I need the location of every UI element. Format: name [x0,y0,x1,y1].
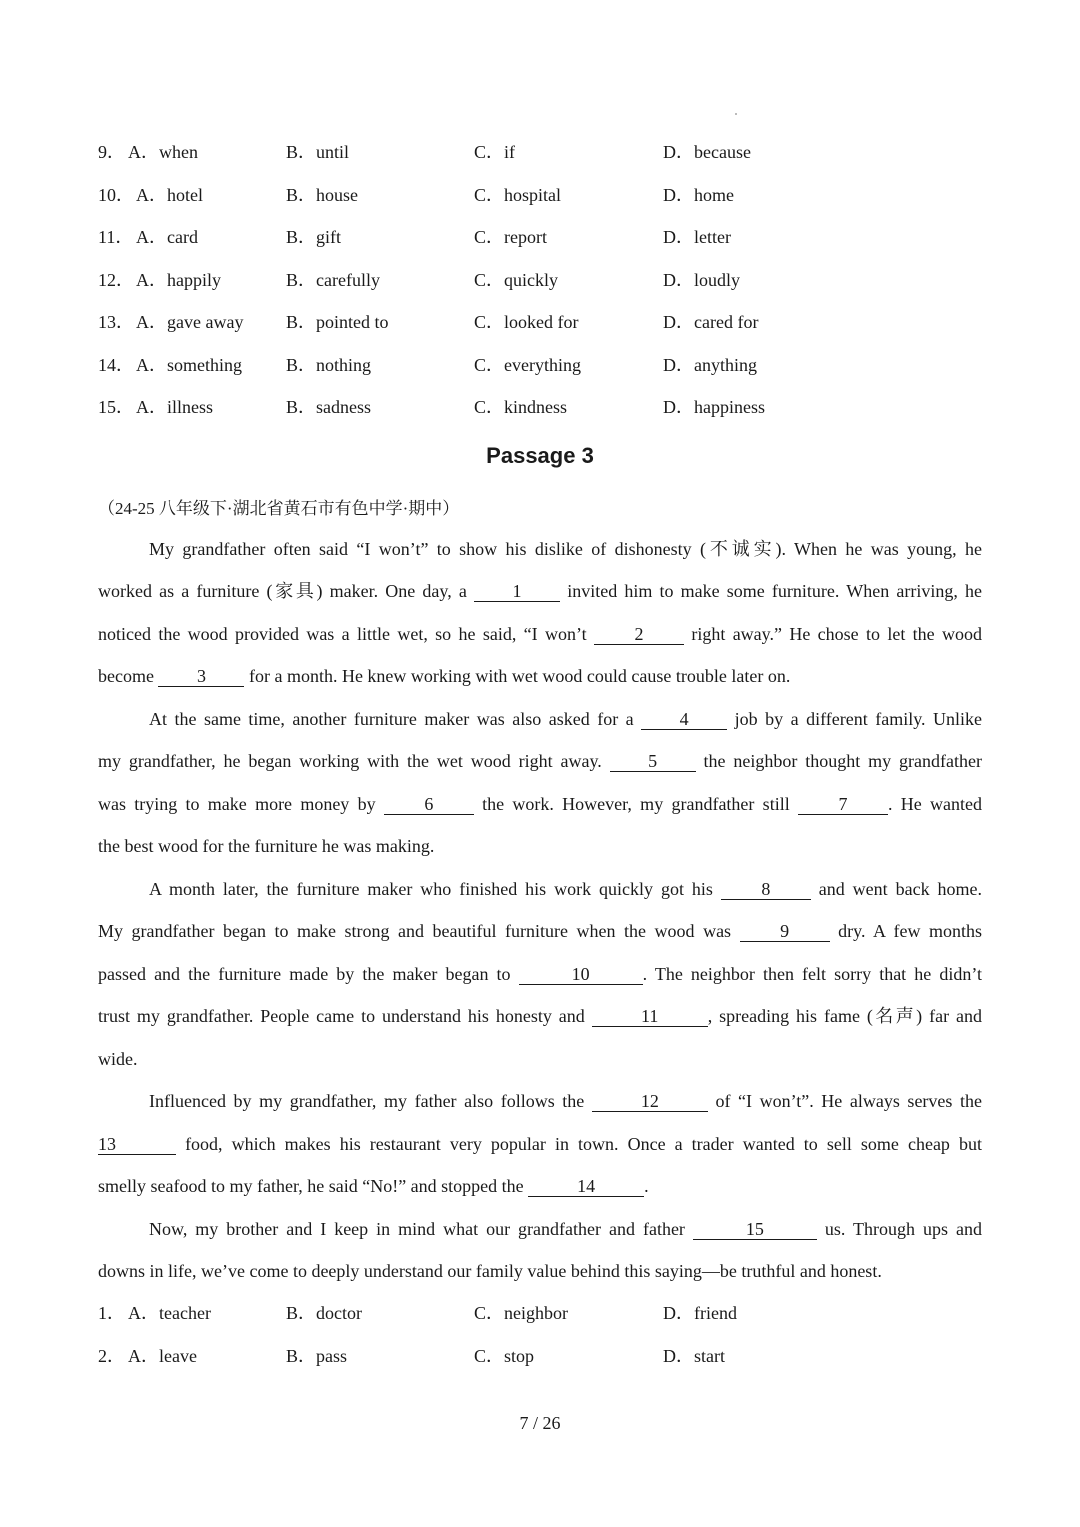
option-c: C．looked for [474,312,579,332]
blank-12[interactable]: 12 [592,1091,708,1112]
option-b: B．gift [286,227,342,247]
question-number: 11． [98,227,134,247]
option-d: D．cared for [663,312,759,332]
passage-line: My grandfather began to make strong and beautiful furniture when the wood was 9 dry. A few months [98,921,983,941]
option-b: B．house [286,185,358,205]
scan-speck [735,113,737,115]
passage-line: wide. [98,1049,138,1069]
passage-line: passed and the furniture made by the maker began to 10 . The neighbor then felt sorry that he didn’t [98,964,982,984]
option-c: C．quickly [474,270,558,290]
question-12 [98,268,998,292]
option-b: B．sadness [286,397,371,417]
option-a: A．card [136,227,198,247]
question-10 [98,183,998,207]
option-b: B．carefully [286,270,380,290]
option-d: D．home [663,185,734,205]
passage-line: Influenced by my grandfather, my father also follows the 12 of “I won’t”. He always serves the [149,1091,982,1111]
question-11 [98,225,998,249]
option-d: D．start [663,1346,725,1366]
question-9 [98,140,998,164]
passage-line: the best wood for the furniture he was making. [98,836,435,856]
question-number: 10． [98,185,134,205]
question-2 [98,1344,998,1368]
option-d: D．loudly [663,270,741,290]
option-d: D．friend [663,1303,737,1323]
option-b: B．doctor [286,1303,362,1323]
question-13 [98,310,998,334]
option-a: A．teacher [128,1303,211,1323]
question-number: 2． [98,1346,125,1366]
passage-line: Now, my brother and I keep in mind what our grandfather and father 15 us. Through ups and [149,1219,982,1239]
question-1 [98,1301,998,1325]
passage-line: become 3 for a month. He knew working with wet wood could cause trouble later on. [98,666,791,686]
blank-14[interactable]: 14 [528,1176,644,1197]
option-d: D．anything [663,355,757,375]
option-c: C．if [474,142,516,162]
blank-8[interactable]: 8 [721,879,811,900]
blank-15[interactable]: 15 [693,1219,817,1240]
option-c: C．report [474,227,547,247]
question-number: 1． [98,1303,125,1323]
question-14 [98,353,998,377]
option-b: B．pass [286,1346,348,1366]
passage-title: Passage 3 [486,443,594,468]
question-number: 12． [98,270,134,290]
passage-line: A month later, the furniture maker who finished his work quickly got his 8 and went back home. [149,879,983,899]
option-a: A．hotel [136,185,203,205]
question-number: 15． [98,397,134,417]
blank-11[interactable]: 11 [592,1006,708,1027]
option-d: D．letter [663,227,731,247]
blank-1[interactable]: 1 [474,581,560,602]
option-a: A．something [136,355,242,375]
passage-line: worked as a furniture (家具) maker. One day, a 1 invited him to make some furniture. When arriving, he [98,581,982,601]
passage-source: （24-25 八年级下·湖北省黄石市有色中学·期中） [98,499,460,518]
option-c: C．kindness [474,397,568,417]
option-b: B．until [286,142,350,162]
passage-line: noticed the wood provided was a little wet, so he said, “I won’t 2 right away.” He chose to let the wood [98,624,983,644]
blank-3[interactable]: 3 [158,666,244,687]
passage-line: trust my grandfather. People came to understand his honesty and 11 , spreading his fame (名声) far and [98,1006,982,1026]
blank-13[interactable]: 13 [98,1134,176,1155]
option-b: B．nothing [286,355,372,375]
passage-line: my grandfather, he began working with the wet wood right away. 5 the neighbor thought my grandfather [98,751,982,771]
page-number: 7 / 26 [519,1413,561,1433]
option-c: C．neighbor [474,1303,568,1323]
question-number: 14． [98,355,134,375]
option-c: C．hospital [474,185,562,205]
blank-7[interactable]: 7 [798,794,888,815]
question-number: 9． [98,142,125,162]
passage-line: was trying to make more money by 6 the work. However, my grandfather still 7 . He wanted [98,794,982,814]
blank-10[interactable]: 10 [519,964,643,985]
passage-line: 13 food, which makes his restaurant very popular in town. Once a trader wanted to sell some cheap but [98,1134,982,1154]
option-a: A．gave away [136,312,244,332]
question-15 [98,395,998,419]
blank-9[interactable]: 9 [740,921,830,942]
option-a: A．happily [136,270,221,290]
blank-6[interactable]: 6 [384,794,474,815]
option-a: A．leave [128,1346,197,1366]
option-c: C．everything [474,355,581,375]
option-a: A．when [128,142,198,162]
blank-5[interactable]: 5 [610,751,696,772]
blank-4[interactable]: 4 [641,709,727,730]
passage-line: My grandfather often said “I won’t” to show his dislike of dishonesty (不诚实). When he was young, he [149,539,982,559]
option-d: D．happiness [663,397,765,417]
passage-line: downs in life, we’ve come to deeply understand our family value behind this saying—be truthful and honest. [98,1261,882,1281]
option-d: D．because [663,142,751,162]
option-c: C．stop [474,1346,535,1366]
option-a: A．illness [136,397,214,417]
question-number: 13． [98,312,134,332]
option-b: B．pointed to [286,312,389,332]
blank-2[interactable]: 2 [594,624,684,645]
passage-line: smelly seafood to my father, he said “No!” and stopped the 14 . [98,1176,649,1196]
passage-line: At the same time, another furniture maker was also asked for a 4 job by a different family. Unlike [149,709,982,729]
